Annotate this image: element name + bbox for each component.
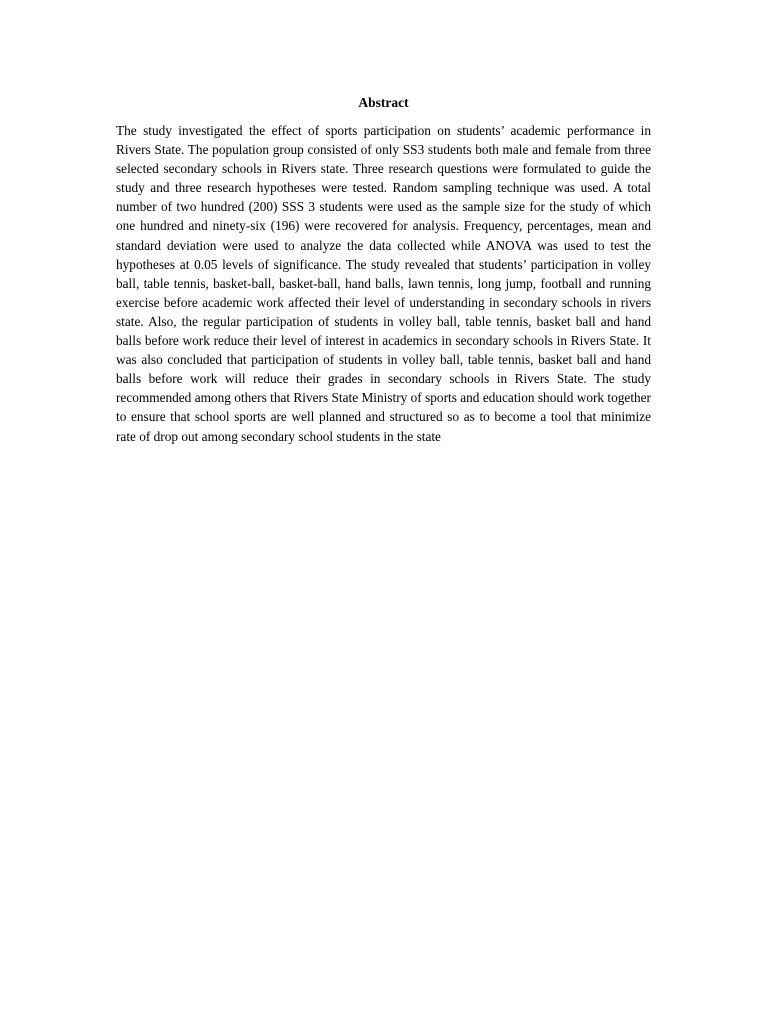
abstract-heading: Abstract — [358, 95, 409, 110]
abstract-body-text: The study investigated the effect of sports participation on students’ academic performance in Rivers State. The population group consisted of only SS3 students both male and female from three selected secondary schools in Rivers state. Three research questions were formulated to guide the study and three research hypotheses were tested. Random sampling technique was used. A total number of two hundred (200) SSS 3 students were used as the sample size for the study of which one hundred and ninety-six (196) were recovered for analysis. Frequency, percentages, mean and standard deviation were used to analyze the data collected while ANOVA was used to test the hypotheses at 0.05 levels of significance. The study revealed that students’ participation in volley ball, table tennis, basket-ball, basket-ball, hand balls, lawn tennis, long jump, football and running exercise before academic work affected their level of understanding in secondary schools in rivers state. Also, the regular participation of students in volley ball, table tennis, basket ball and hand balls before work reduce their level of interest in academics in secondary schools in Rivers State. It was also concluded that participation of students in volley ball, table tennis, basket ball and hand balls before work will reduce their grades in secondary schools in Rivers State. The study recommended among others that Rivers State Ministry of sports and education should work together to ensure that school sports are well planned and structured so as to become a tool that minimize rate of drop out among secondary school students in the state — [116, 123, 651, 444]
